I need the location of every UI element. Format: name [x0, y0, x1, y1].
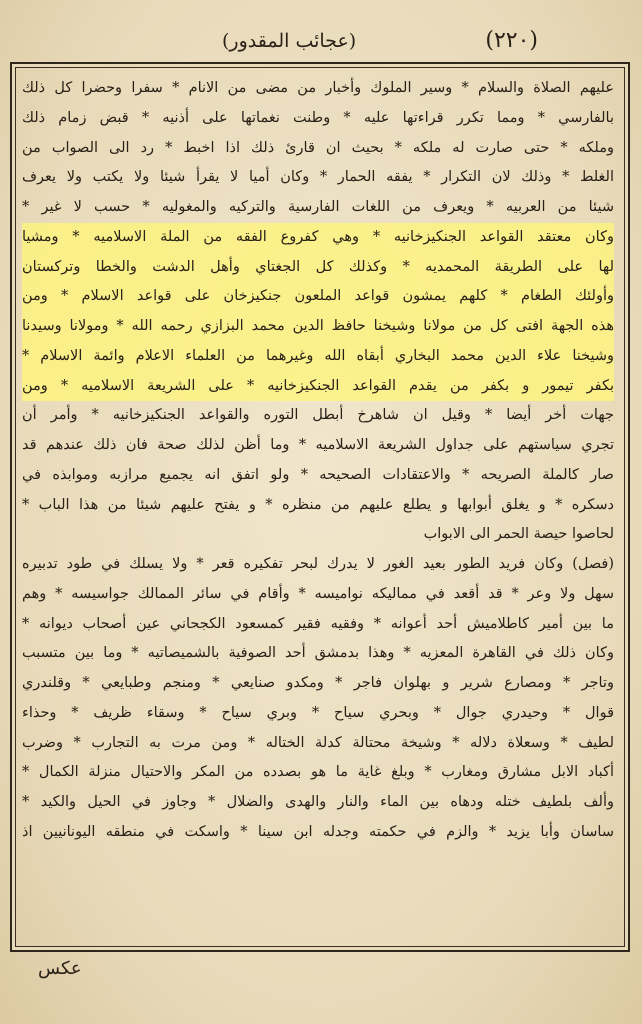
highlighted-text-line: وكان معتقد القواعد الجنكيزخانيه * وهي كفروع الفقه من الملة الاسلاميه * ومشيا: [22, 223, 614, 253]
highlighted-text-line: لها على الطريقة المحمديه * وكذلك كل الجغتاي وأهل الدشت والخطا وتركستان: [22, 253, 614, 283]
text-line: وألف بلطيف ختله ودهاه بين الماء والنار والهدى والضلال * وجاوز في الحيل والكيد *: [22, 794, 614, 810]
text-line: لحاصوا حيصة الحمر الى الابواب: [423, 526, 614, 543]
text-line: أكباد الابل مشارق ومغارب * وبلغ غاية ما هو بصدده من المكر والاحتيال منزلة الكمال *: [22, 764, 614, 781]
running-title: (عجائب المقدور): [222, 30, 357, 52]
highlighted-text-line: وشيخنا علاء الدين محمد البخاري أبقاه الله وغيرهما من العلماء الاعلام وائمة الاسلام *: [22, 342, 614, 372]
text-line: وتاجر * ومصارع شرير و بهلوان فاجر * ومكدو صنايعي * ومنجم وطبايعي * وقلندري: [22, 675, 614, 691]
text-line: لطيف * وسعلاة دلاله * وشيخة محتالة كدلة الختاله * ومن مرت به التجارب * وضرب: [22, 734, 614, 751]
text-line: ما بين أمير كاطلاميش أحد أعوانه * وفقيه فقير كمسعود الكجحاني عين أصحاب ديوانه *: [22, 615, 614, 632]
text-block: [22, 74, 614, 848]
text-line: (فصل) وكان فريد الطور بعيد الغور لا يدرك لبحر تفكيره قعر * ولا يسلك في طود تدبيره: [22, 556, 614, 572]
catchword: عكس: [38, 958, 82, 979]
text-line: جهات أخر أيضا * وقيل ان شاهرخ أبطل التوره والقواعد الجنكيزخانيه * وأمر أن: [22, 407, 614, 424]
text-line: وملكه * حتى صارت له ملكه * بحيث ان قارئ ذلك اذا اخبط * رد الى الصواب من: [22, 139, 614, 156]
highlighted-text-line: هذه الجهة افتى كل من مولانا وشيخنا حافظ الدين محمد البزازي رحمه الله * ومولانا وسيدنا: [22, 312, 614, 342]
text-line: تجري سياستهم على جداول الشريعة الاسلاميه * وما أظن لذلك صحة فان ذلك عندهم قد: [22, 437, 614, 453]
text-line: عليهم الصلاة والسلام * وسير الملوك وأخبار من مضى من الانام * سفرا وحضرا كل ذلك: [22, 80, 614, 96]
text-line: صار كالملة الصريحه * والاعتقادات الصحيحه * ولو اتفق انه يجميع مرازبه وموابذه في: [22, 466, 614, 483]
page-header: [12, 26, 630, 62]
text-line: دسكره * و يغلق أبوابها و يطلع عليهم من منظره * و يفتح عليهم شيئا من هذا الباب *: [22, 496, 614, 513]
text-line: شيئا من العربيه * ويعرف من اللغات الفارسية والتركيه والمغوليه * حسب لا غير *: [22, 199, 614, 215]
text-line: وكان ذلك في القاهرة المعزيه * وهذا بدمشق أحد الصوفية بالشميصاتيه * وما بين متسبب: [22, 645, 614, 662]
highlighted-text-line: وأولئك الطغام * كلهم يمشون قواعد الملعون جنكيزخان على قواعد الاسلام * ومن: [22, 282, 614, 312]
page-number: (٢٢٠): [485, 28, 538, 53]
highlighted-text-line: بكفر تيمور و بكفر من يقدم القواعد الجنكيزخانيه * على الشريعة الاسلاميه * ومن: [22, 372, 614, 402]
text-line: سهل ولا وعر * قد أقعد في مماليكه نواميسه * وأقام في سائر الممالك جواسيسه * وهم: [22, 585, 614, 602]
text-line: قوال * وحيدري جوال * وبحري سياح * وبري سياح * وسقاء ظريف * وحذاء: [22, 704, 614, 721]
text-line: ساسان وأبا يزيد * والزم في حكمته وجدله ابن سينا * واسكت في منطقه اليونانيين اذ: [22, 823, 614, 840]
text-line: بالفارسي * ومما تكرر قراءتها عليه * وطنت نغماتها على أذنيه * قبض زمام ذلك: [22, 109, 614, 126]
text-line: الغلط * وذلك لان التكرار * يفقه الحمار * وكان أميا لا يقرأ شيئا ولا يكتب ولا يعرف: [22, 169, 614, 186]
